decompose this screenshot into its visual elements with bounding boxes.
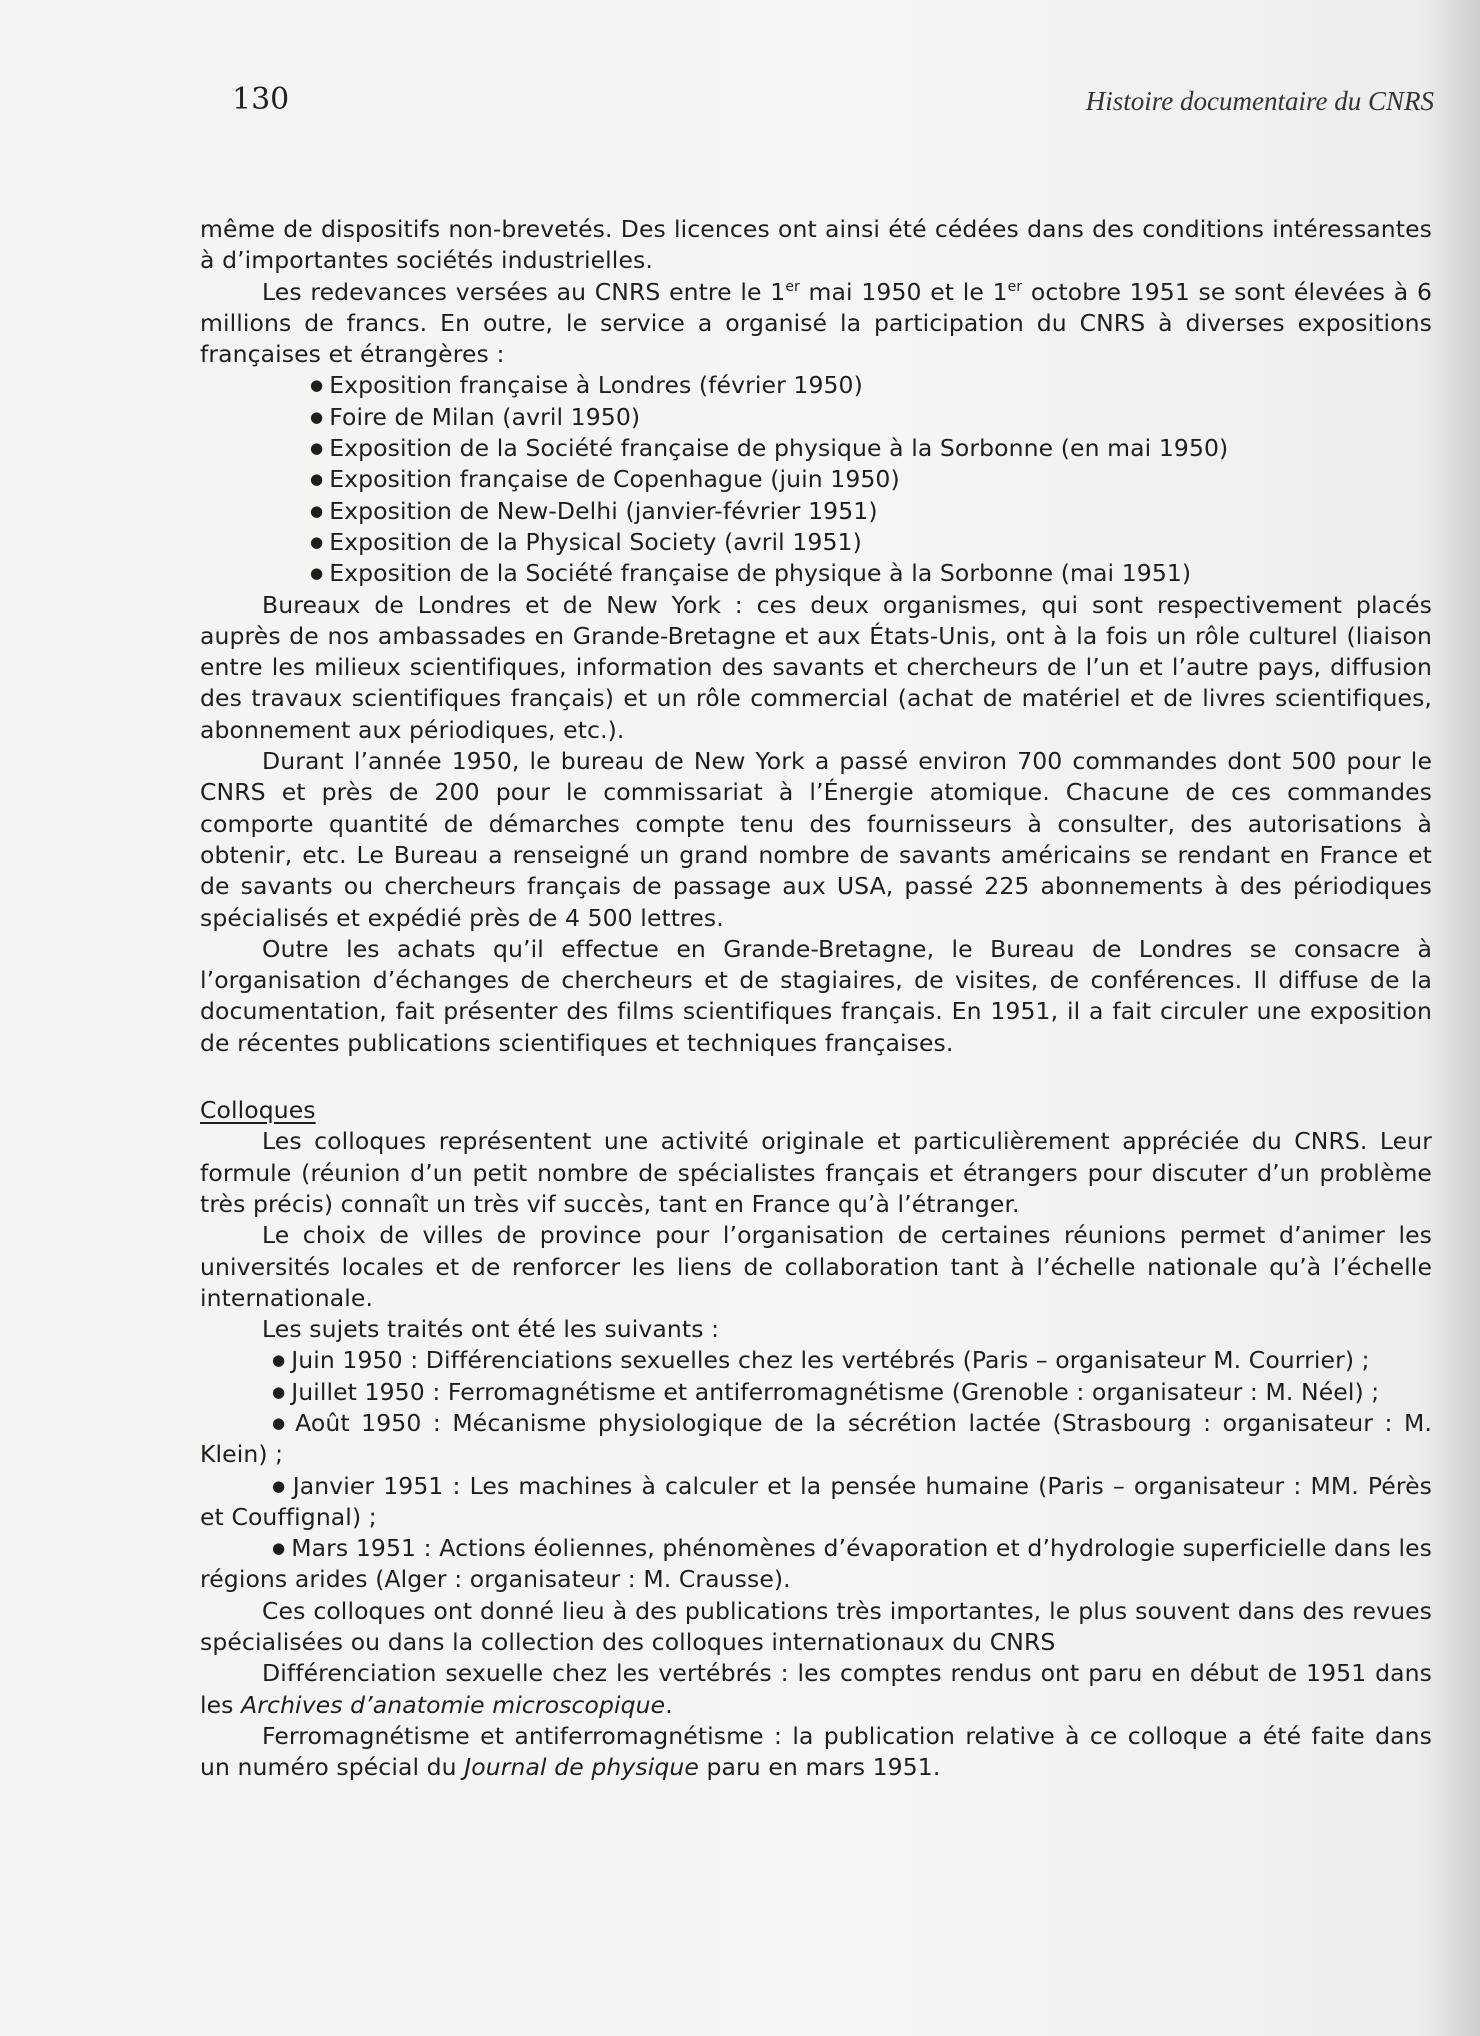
bullet-icon: ● [272, 1476, 287, 1495]
list-item: ● Exposition française de Copenhague (juin 1950) [310, 465, 900, 494]
bullet-icon: ● [310, 439, 324, 458]
paragraph-villes-province: Le choix de villes de province pour l’organisation de certaines réunions permet d’animer les universités locales et de renforcer les liens de collaboration tant à l’échelle nationale qu’à l’échelle internationale. [200, 1221, 1432, 1312]
bullet-icon: ● [310, 501, 324, 520]
bullet-icon: ● [272, 1539, 286, 1558]
bullet-icon: ● [310, 470, 324, 489]
paragraph-bureaux: Bureaux de Londres et de New York : ces deux organismes, qui sont respectivement placés auprès de nos ambassades en Grande-Bretagne et aux États-Unis, ont à la fois un rôle culturel (liaison entre les milieux scientifiques, information des savants et chercheurs de l’un et l’autre pays, diffusion des travaux scientifiques français) et un rôle commercial (achat de matériel et de livres scientifiques, abonnement aux périodiques, etc.). [200, 590, 1432, 744]
bullet-icon: ● [272, 1413, 290, 1432]
paragraph-ferromagnetisme: Ferromagnétisme et antiferromagnétisme : la publication relative à ce colloque a été faite dans un numéro spécial du Journal de physique paru en mars 1951. [200, 1721, 1432, 1782]
paragraph-colloques-intro: Les colloques représentent une activité originale et particulièrement appréciée du CNRS. Leur formule (réunion d’un petit nombre de spécialistes français et étrangers pour discuter d’un problème très précis) connaît un très vif succès, tant en France qu’à l’étranger. [200, 1127, 1432, 1218]
colloque-item: ● Juillet 1950 : Ferromagnétisme et antiferromagnétisme (Grenoble : organisateur : M. Néel) ; [272, 1377, 1380, 1406]
body-text [200, 214, 1432, 1784]
colloque-item: ● Août 1950 : Mécanisme physiologique de la sécrétion lactée (Strasbourg : organisateur : M. Klein) ; [200, 1408, 1432, 1469]
list-item: ● Exposition de New-Delhi (janvier-février 1951) [310, 496, 878, 525]
list-item: ● Exposition de la Physical Society (avril 1951) [310, 527, 862, 556]
bullet-icon: ● [310, 564, 324, 583]
bullet-icon: ● [272, 1351, 286, 1370]
page-header [232, 82, 1434, 122]
running-head: Histoire documentaire du CNRS [1085, 86, 1434, 116]
paragraph-sujets: Les sujets traités ont été les suivants : [262, 1315, 720, 1344]
colloque-item: ● Mars 1951 : Actions éoliennes, phénomènes d’évaporation et d’hydrologie superficielle dans les régions arides (Alger : organisateur : M. Crausse). [200, 1534, 1432, 1594]
bullet-icon: ● [310, 376, 324, 395]
list-item: ● Exposition de la Société française de physique à la Sorbonne (mai 1951) [310, 559, 1192, 588]
list-item: ● Exposition de la Société française de physique à la Sorbonne (en mai 1950) [310, 434, 1229, 463]
paragraph-londres: Outre les achats qu’il effectue en Grande-Bretagne, le Bureau de Londres se consacre à l’organisation d’échanges de chercheurs et de stagiaires, de visites, de conférences. Il diffuse de la documentation, fait présenter des films scientifiques français. En 1951, il a fait circuler une exposition de récentes publications scientifiques et techniques françaises. [200, 934, 1432, 1057]
page-number: 130 [232, 82, 290, 117]
list-item: ● Exposition française à Londres (février 1950) [310, 371, 863, 400]
section-gap [200, 1059, 1432, 1095]
paragraph: même de dispositifs non-brevetés. Des licences ont ainsi été cédées dans des conditions intéressantes à d’importantes sociétés industrielles. [200, 215, 1432, 275]
section-heading-colloques: Colloques [200, 1096, 316, 1125]
list-item: ● Foire de Milan (avril 1950) [310, 402, 641, 431]
bullet-icon: ● [272, 1382, 286, 1401]
expositions-list [200, 370, 1432, 589]
bullet-icon: ● [310, 407, 324, 426]
paragraph-redevances: Les redevances versées au CNRS entre le 1er mai 1950 et le 1er octobre 1951 se sont élevées à 6 millions de francs. En outre, le service a organisé la participation du CNRS à diverses expositions françaises et étrangères : [200, 277, 1432, 369]
paragraph-differenciation: Différenciation sexuelle chez les vertébrés : les comptes rendus ont paru en début de 1951 dans les Archives d’anatomie microscopique. [200, 1659, 1432, 1719]
bullet-icon: ● [310, 532, 324, 551]
colloque-item: ● Juin 1950 : Différenciations sexuelles chez les vertébrés (Paris – organisateur M. Courrier) ; [272, 1346, 1370, 1375]
colloque-item: ● Janvier 1951 : Les machines à calculer et la pensée humaine (Paris – organisateur : MM. Pérès et Couffignal) ; [200, 1471, 1432, 1531]
paragraph-new-york: Durant l’année 1950, le bureau de New York a passé environ 700 commandes dont 500 pour le CNRS et près de 200 pour le commissariat à l’Énergie atomique. Chacune de ces commandes comporte quantité de démarches compte tenu des fournisseurs à consulter, des autorisations à obtenir, etc. Le Bureau a renseigné un grand nombre de savants américains se rendant en France et de savants ou chercheurs français de passage aux USA, passé 225 abonnements à des périodiques spécialisés et expédié près de 4 500 lettres. [200, 747, 1432, 932]
paragraph-publications: Ces colloques ont donné lieu à des publications très importantes, le plus souvent dans des revues spécialisées ou dans la collection des colloques internationaux du CNRS [200, 1596, 1432, 1657]
